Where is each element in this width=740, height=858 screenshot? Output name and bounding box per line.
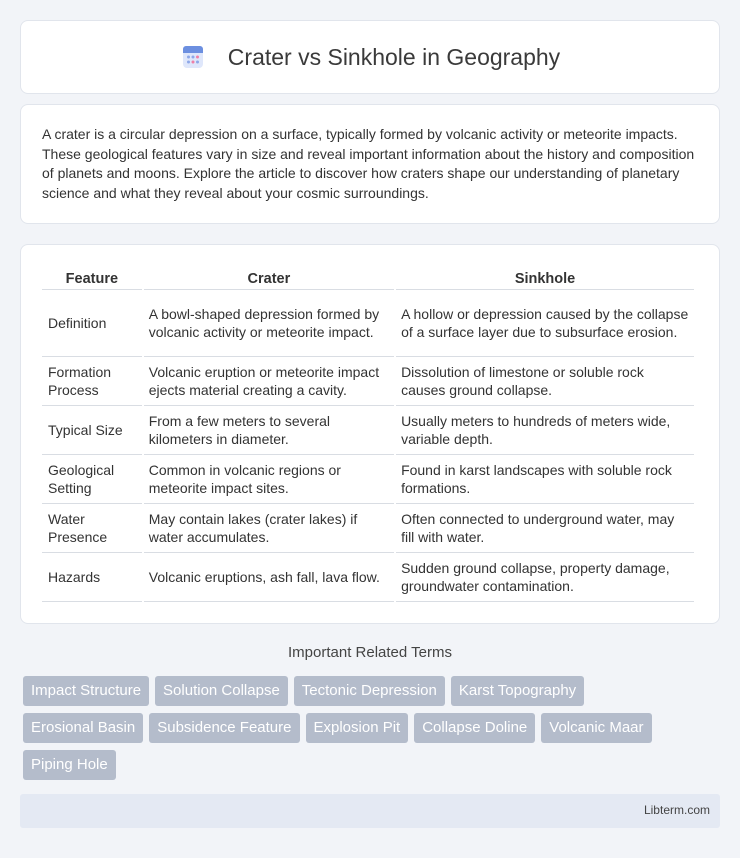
table-row [42,455,694,504]
related-term-tag[interactable]: Explosion Pit [306,713,409,743]
related-term-tag[interactable]: Karst Topography [451,676,584,706]
column-header-feature: Feature [42,265,142,290]
related-term-tag[interactable]: Impact Structure [23,676,149,706]
comparison-table [40,265,696,602]
footer [20,794,720,828]
crater-cell: Volcanic eruption or meteorite impact ejects material creating a cavity. [144,357,394,406]
crater-cell: A bowl-shaped depression formed by volcanic activity or meteorite impact. [144,290,394,357]
sinkhole-cell: Usually meters to hundreds of meters wide, variable depth. [396,406,694,455]
document-grid-icon [180,44,206,70]
related-term-tag[interactable]: Subsidence Feature [149,713,299,743]
table-row [42,290,694,357]
page-title: Crater vs Sinkhole in Geography [227,43,561,70]
sinkhole-cell: A hollow or depression caused by the collapse of a surface layer due to subsurface erosion. [396,290,694,357]
row-label: Water Presence [42,504,142,553]
row-label: Hazards [42,553,142,602]
column-header-crater: Crater [144,265,394,290]
table-row [42,406,694,455]
sinkhole-cell: Often connected to underground water, may fill with water. [396,504,694,553]
related-terms-title: Important Related Terms [288,644,452,661]
sinkhole-cell: Found in karst landscapes with soluble rock formations. [396,455,694,504]
table-row [42,553,694,602]
column-header-sinkhole: Sinkhole [396,265,694,290]
row-label: Formation Process [42,357,142,406]
table-row [42,504,694,553]
intro-card [20,104,720,224]
crater-cell: Volcanic eruptions, ash fall, lava flow. [144,553,394,602]
header [180,44,560,71]
row-label: Definition [42,290,142,357]
intro-paragraph: A crater is a circular depression on a surface, typically formed by volcanic activity or meteorite impacts. These geological features vary in size and reveal important information about the history and composition of planets and moons. Explore the article to discover how craters shape our understanding of planetary science and what they reveal about your cosmic surroundings. [42,126,695,201]
table-row [42,357,694,406]
row-label: Geological Setting [42,455,142,504]
crater-cell: May contain lakes (crater lakes) if water accumulates. [144,504,394,553]
related-term-tag[interactable]: Collapse Doline [414,713,535,743]
row-label: Typical Size [42,406,142,455]
sinkhole-cell: Sudden ground collapse, property damage, groundwater contamination. [396,553,694,602]
crater-cell: Common in volcanic regions or meteorite impact sites. [144,455,394,504]
footer-site-link[interactable]: Libterm.com [643,803,710,817]
comparison-table-card [20,244,720,624]
related-term-tag[interactable]: Tectonic Depression [294,676,445,706]
related-term-tag[interactable]: Volcanic Maar [541,713,651,743]
sinkhole-cell: Dissolution of limestone or soluble rock causes ground collapse. [396,357,694,406]
related-terms-list [23,676,703,780]
table-header-row [42,265,694,290]
related-term-tag[interactable]: Piping Hole [23,750,116,780]
crater-cell: From a few meters to several kilometers in diameter. [144,406,394,455]
related-term-tag[interactable]: Erosional Basin [23,713,143,743]
related-term-tag[interactable]: Solution Collapse [155,676,288,706]
header-card [20,20,720,94]
